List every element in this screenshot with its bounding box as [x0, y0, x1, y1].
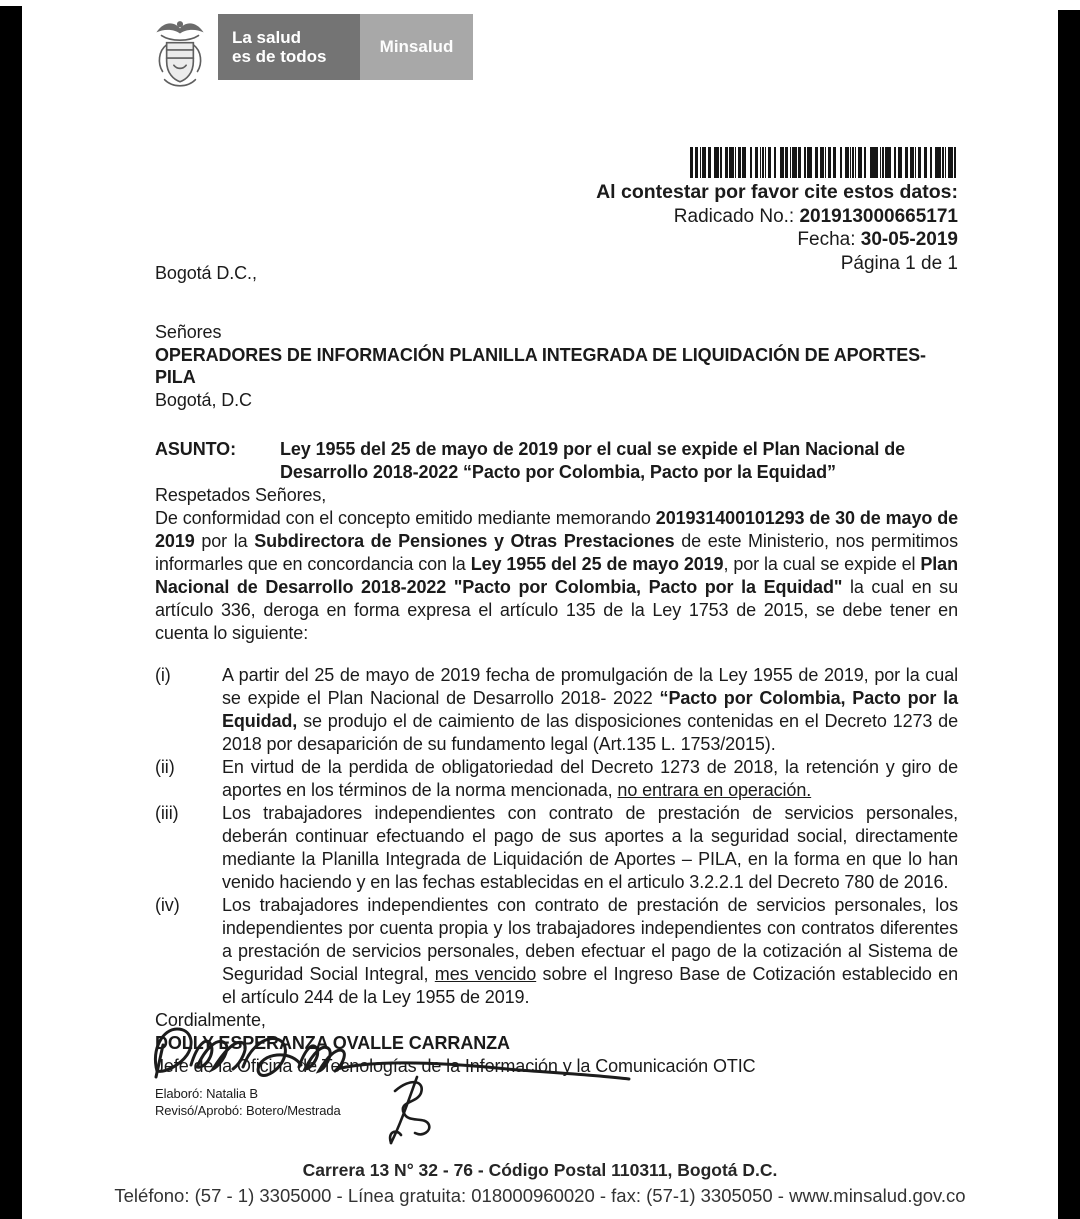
addressee-city: Bogotá, D.C — [155, 389, 252, 410]
closing-line: Cordialmente, — [155, 1010, 266, 1030]
greeting-line: Respetados Señores, — [155, 485, 327, 505]
item-label: (i) — [155, 665, 171, 685]
item-text: Los trabajadores independientes con contrato de prestación de servicios personales, deberán continuar efectuando el pago de sus aportes a la seguridad social, directamente mediante la Planilla Integrada de Liquidación de Aportes – PILA, en la forma en que lo han venido haciendo y en las fechas establecidas en el articulo 3.2.2.1 del Decreto 780 de 2016. — [222, 803, 958, 892]
left-edge-bar — [0, 6, 22, 1219]
list-item — [155, 802, 958, 894]
item-text: A partir del 25 de mayo de 2019 fecha de promulgación de la Ley 1955 de 2019, por la cual se expide el Plan Nacional de Desarrollo 2018- 2022 “Pacto por Colombia, Pacto por la Equidad, se produjo el de caimiento de las disposiciones contenidas en el Decreto 1273 de 2018 por desaparición de su fundamento legal (Art.135 L. 1753/2015). — [222, 665, 958, 754]
barcode-icon — [690, 147, 958, 178]
radicado-line — [540, 205, 958, 229]
signer-title: Jefe de la Oficina de Tecnologías de la Información y la Comunicación OTIC — [155, 1056, 756, 1076]
cite-line: Al contestar por favor cite estos datos: — [596, 181, 958, 203]
fecha-value: 30-05-2019 — [860, 229, 958, 250]
elaboro-line: Elaboró: Natalia B — [155, 1086, 258, 1101]
list-item — [155, 756, 958, 802]
radicado-value: 201913000665171 — [799, 205, 958, 227]
tagline-line1: La salud — [232, 28, 301, 47]
addressee-org: OPERADORES DE INFORMACIÓN PLANILLA INTEGRADA DE LIQUIDACIÓN DE APORTES-PILA — [155, 344, 926, 387]
item-label: (iv) — [155, 895, 180, 915]
item-text: En virtud de la perdida de obligatoriedad del Decreto 1273 de 2018, la retención y giro de aportes en los términos de la norma mencionada, no entrara en operación. — [222, 757, 958, 800]
subject-text: Ley 1955 del 25 de mayo de 2019 por el cual se expide el Plan Nacional de Desarrollo 2018-2022 “Pacto por Colombia, Pacto por la Equidad” — [280, 439, 906, 482]
list-item — [155, 894, 958, 1009]
numbered-list — [155, 664, 958, 1009]
letter-body — [155, 262, 958, 1119]
tagline-line2: es de todos — [232, 47, 327, 66]
credits-block — [155, 1085, 958, 1119]
footer-contact: Teléfono: (57 - 1) 3305000 - Línea gratuita: 018000960020 - fax: (57-1) 3305050 - www.minsalud.gov.co — [114, 1185, 966, 1206]
fecha-label: Fecha: — [797, 229, 861, 250]
signature-block — [155, 1009, 958, 1078]
pagina-line: Página 1 de 1 — [840, 252, 958, 274]
footer-address: Carrera 13 N° 32 - 76 - Código Postal 110311, Bogotá D.C. — [302, 1160, 778, 1180]
subject-row — [155, 438, 958, 484]
addressee-block — [155, 321, 958, 411]
subject-label: ASUNTO: — [155, 439, 236, 459]
signer-name: DOLLY ESPERANZA OVALLE CARRANZA — [155, 1033, 510, 1053]
tagline-block — [218, 14, 360, 80]
brand-block — [360, 14, 473, 80]
colombia-coat-of-arms-icon — [152, 16, 208, 92]
brand-label: Minsalud — [379, 37, 454, 56]
item-label: (iii) — [155, 803, 179, 823]
fecha-line — [540, 228, 958, 252]
intro-paragraph: De conformidad con el concepto emitido mediante memorando 201931400101293 de 30 de mayo de 2019 por la Subdirectora de Pensiones y Otras Prestaciones de este Ministerio, nos permitimos informarles que en concordancia con la Ley 1955 del 25 de mayo 2019, por la cual se expide el Plan Nacional de Desarrollo 2018-2022 "Pacto por Colombia, Pacto por la Equidad" la cual en su artículo 336, deroga en forma expresa el artículo 135 de la Ley 1753 de 2015, se debe tener en cuenta lo siguiente: — [155, 508, 958, 643]
list-item — [155, 664, 958, 756]
item-label: (ii) — [155, 757, 175, 777]
page-footer — [60, 1160, 1020, 1207]
city-line: Bogotá D.C., — [155, 263, 257, 283]
reference-block — [540, 181, 958, 275]
item-text: Los trabajadores independientes con contrato de prestación de servicios personales, los independientes por cuenta propia y los trabajadores independientes con contratos diferentes a prestación de servicios personales, deben efectuar el pago de la cotización al Sistema de Seguridad Social Integral, mes vencido sobre el Ingreso Base de Cotización establecido en el artículo 244 de la Ley 1955 de 2019. — [222, 895, 958, 1007]
radicado-label: Radicado No.: — [673, 205, 800, 227]
reviso-line: Revisó/Aprobó: Botero/Mestrada — [155, 1103, 341, 1118]
salutation: Señores — [155, 322, 222, 342]
right-edge-bar — [1058, 10, 1080, 1219]
